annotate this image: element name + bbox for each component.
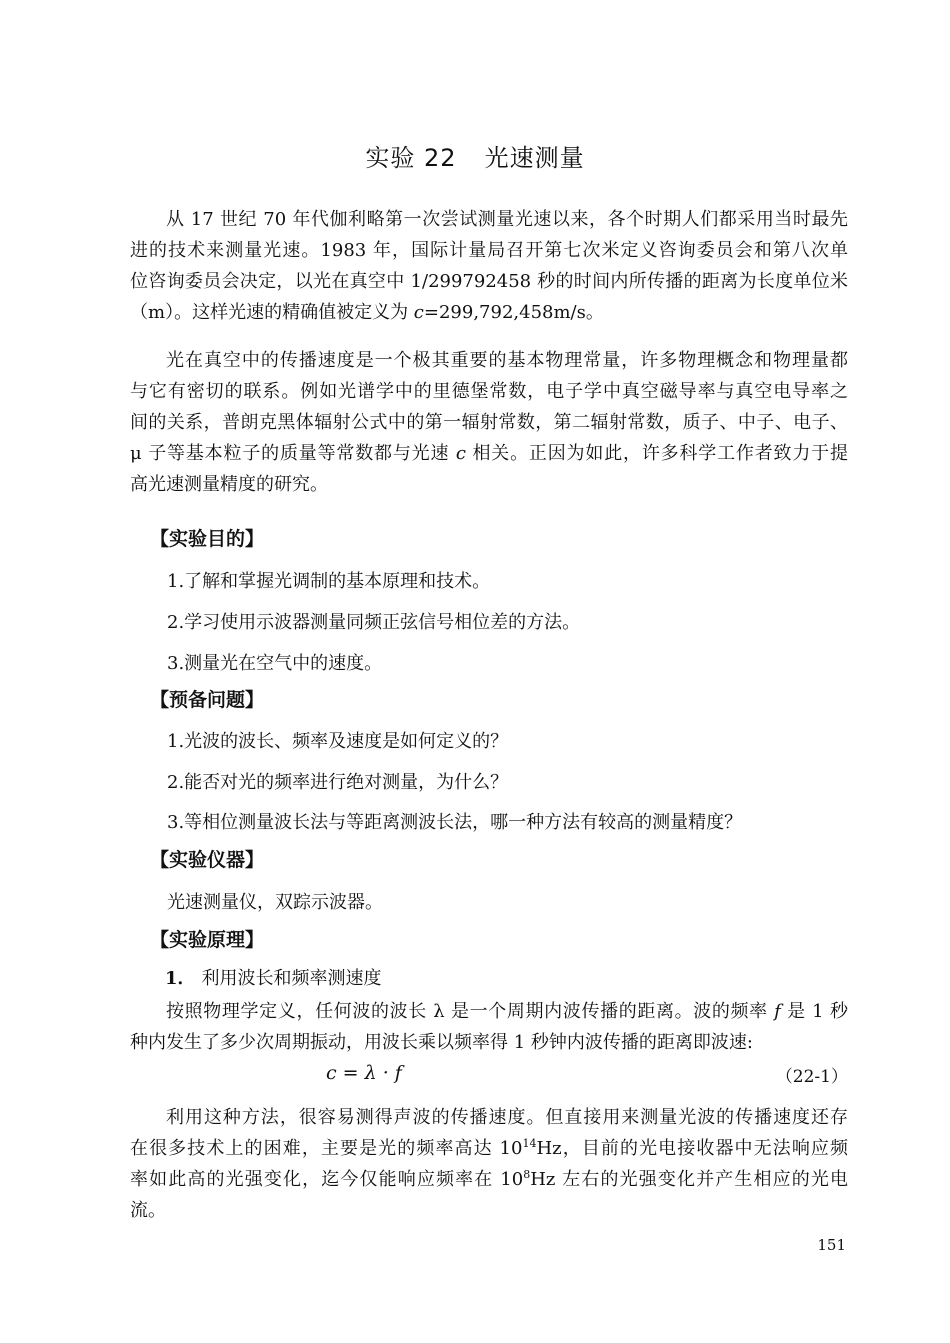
principle-subheading: 1． 利用波长和频率测速度 bbox=[165, 968, 382, 989]
experiment-title: 光速测量 bbox=[484, 144, 585, 172]
equation-number: （22-1） bbox=[775, 1067, 848, 1087]
experiment-number: 实验 22 bbox=[365, 144, 457, 172]
objective-item-2: 2.学习使用示波器测量同频正弦信号相位差的方法。 bbox=[167, 612, 581, 633]
heading-principle: 【实验原理】 bbox=[150, 929, 265, 951]
intro-paragraph-1: 从 17 世纪 70 年代伽利略第一次尝试测量光速以来，各个时期人们都采用当时最先 进的技术来测量光速。1983 年，国际计量局召开第七次米定义咨询委员会和第八次单 位咨询委员会决定，以光在真空中 1/299792458 秒的时间内所传播的距离为长度单位米 （m）。这样光速的精确值被定义为 c=299,792,458m/s。 bbox=[130, 209, 848, 323]
principle-paragraph-1: 按照物理学定义，任何波的波长 λ 是一个周期内波传播的距离。波的频率 f 是 1 秒 种内发生了多少次周期振动，用波长乘以频率得 1 秒钟内波传播的距离即波速: bbox=[130, 1001, 848, 1053]
question-item-2: 2.能否对光的频率进行绝对测量，为什么？ bbox=[167, 772, 509, 793]
principle-paragraph-2: 利用这种方法，很容易测得声波的传播速度。但直接用来测量光波的传播速度还存 在很多技术上的困难，主要是光的频率高达 $10^{14}Hz$，目前的光电接收器中无法响应频 率如此高的光强变化，迄今仅能响应频率在 $10^8Hz$ 左右的光强变化并产生相应的光电 流。 bbox=[130, 1107, 849, 1221]
objective-item-1: 1.了解和掌握光调制的基本原理和技术。 bbox=[167, 571, 491, 592]
question-item-3: 3.等相位测量波长法与等距离测波长法，哪一种方法有较高的测量精度？ bbox=[167, 812, 743, 833]
page-number: 151 bbox=[817, 1236, 846, 1254]
equation-formula: c = λ · f bbox=[326, 1062, 402, 1084]
instruments-text: 光速测量仪，双踪示波器。 bbox=[167, 892, 383, 913]
page-title bbox=[0, 138, 950, 173]
heading-questions: 【预备问题】 bbox=[150, 689, 265, 711]
heading-objectives: 【实验目的】 bbox=[150, 528, 265, 550]
question-item-1: 1.光波的波长、频率及速度是如何定义的？ bbox=[167, 731, 509, 752]
intro-paragraph-2: 光在真空中的传播速度是一个极其重要的基本物理常量，许多物理概念和物理量都 与它有密切的联系。例如光谱学中的里德堡常数，电子学中真空磁导率与真空电导率之 间的关系，普朗克黑体辐射公式中的第一辐射常数，第二辐射常数，质子、中子、电子、 μ 子等基本粒子的质量等常数都与光速 c 相关。正因为如此，许多科学工作者致力于提 高光速测量精度的研究。 bbox=[130, 350, 848, 495]
objective-item-3: 3.测量光在空气中的速度。 bbox=[167, 653, 383, 674]
heading-instruments: 【实验仪器】 bbox=[150, 849, 265, 871]
